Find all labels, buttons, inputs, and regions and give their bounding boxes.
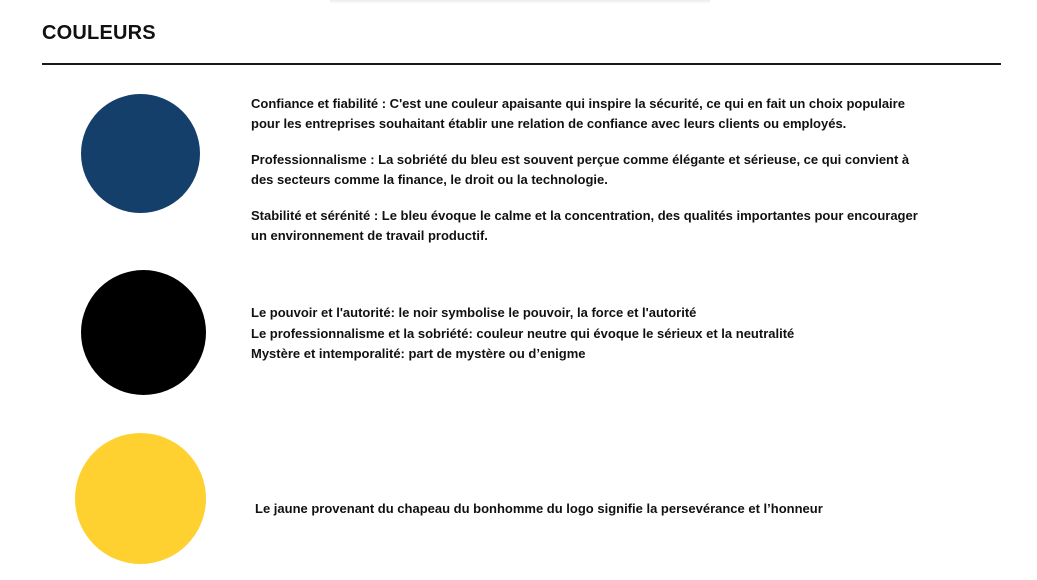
- black-line-mystery: Mystère et intemporalité: part de mystère ou d’enigme: [251, 346, 586, 361]
- blue-color-swatch: [81, 94, 200, 213]
- black-description: [251, 303, 951, 365]
- blue-paragraph-trust: Confiance et fiabilité : C'est une couleur apaisante qui inspire la sécurité, ce qui en fait un choix populaire pour les entreprises souhaitant établir une relation de confiance avec leurs clients ou employés.: [251, 96, 905, 131]
- blue-description: [251, 94, 931, 262]
- black-line-professionalism: Le professionnalisme et la sobriété: couleur neutre qui évoque le sérieux et la neutralité: [251, 325, 795, 341]
- blue-paragraph-professionalism: Professionnalisme : La sobriété du bleu est souvent perçue comme élégante et sérieuse, ce qui convient à des secteurs comme la finance, le droit ou la technologie.: [251, 152, 910, 187]
- black-line-power: Le pouvoir et l'autorité: le noir symbolise le pouvoir, la force et l'autorité: [251, 305, 697, 320]
- page-title: COULEURS: [42, 22, 156, 44]
- yellow-color-swatch: [75, 433, 206, 564]
- title-divider: [42, 63, 1001, 65]
- yellow-description: Le jaune provenant du chapeau du bonhomme du logo signifie la persevérance et l’honneur: [255, 501, 823, 516]
- black-color-swatch: [81, 270, 206, 395]
- blue-paragraph-stability: Stabilité et sérénité : Le bleu évoque le calme et la concentration, des qualités importantes pour encourager un environnement de travail productif.: [251, 208, 918, 243]
- top-edge-shadow: [330, 0, 710, 4]
